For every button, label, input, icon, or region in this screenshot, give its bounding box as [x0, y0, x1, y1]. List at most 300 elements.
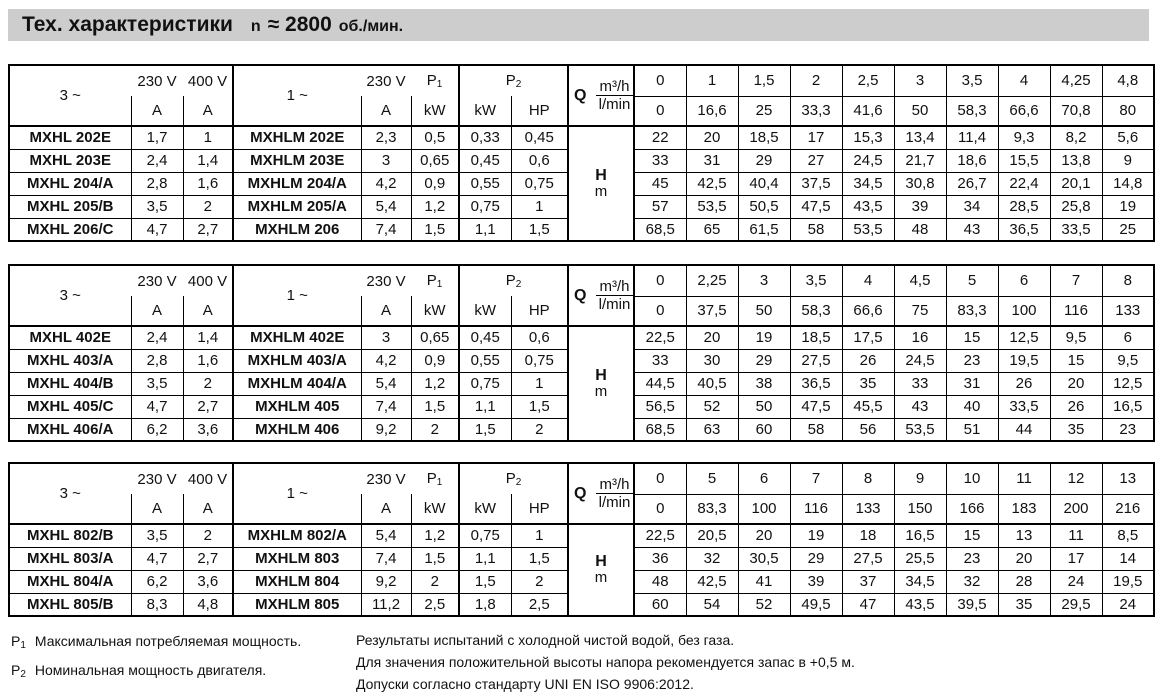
- head-value-cell: 36: [634, 547, 686, 570]
- current-400v-cell: 3,6: [183, 418, 233, 441]
- flow-symbol: Q: [574, 286, 587, 304]
- model-1ph-cell: MXHLM 803: [233, 547, 361, 570]
- flow-m3h-value: 3,5: [946, 65, 998, 96]
- current-230v-cell: 3,5: [131, 195, 183, 218]
- table-row: [9, 326, 1154, 349]
- head-value-cell: 33: [634, 149, 686, 172]
- current-230v-1ph-cell: 9,2: [361, 570, 411, 593]
- p1-kw-cell: 2: [411, 418, 459, 441]
- model-3ph-cell: MXHL 406/A: [9, 418, 131, 441]
- current-230v-cell: 2,4: [131, 326, 183, 349]
- current-400v-cell: 1,4: [183, 149, 233, 172]
- head-value-cell: 42,5: [686, 172, 738, 195]
- head-value-cell: 31: [686, 149, 738, 172]
- head-value-cell: 20: [686, 126, 738, 149]
- head-value-cell: 52: [738, 593, 790, 616]
- head-value-cell: 24: [1102, 593, 1154, 616]
- model-1ph-cell: MXHLM 202E: [233, 126, 361, 149]
- current-230v-cell: 3,5: [131, 524, 183, 547]
- current-230v-cell: 2,4: [131, 149, 183, 172]
- head-value-cell: 14,8: [1102, 172, 1154, 195]
- flow-unit-lmin: l/min: [598, 494, 631, 511]
- current-400v-cell: 2,7: [183, 547, 233, 570]
- current-230v-1ph-cell: 7,4: [361, 218, 411, 241]
- head-value-cell: 29: [738, 149, 790, 172]
- flow-m3h-value: 4,8: [1102, 65, 1154, 96]
- phase3-header: 3 ~: [59, 485, 81, 502]
- flow-lmin-value: 66,6: [842, 296, 894, 326]
- head-value-cell: 18,6: [946, 149, 998, 172]
- head-value-cell: 57: [634, 195, 686, 218]
- flow-m3h-value: 4: [842, 265, 894, 296]
- flow-rate-header: [568, 265, 634, 326]
- amp-unit: A: [361, 296, 411, 326]
- spec-table-2: [8, 264, 1155, 442]
- head-value-cell: 41: [738, 570, 790, 593]
- head-value-cell: 11,4: [946, 126, 998, 149]
- p1-kw-cell: 1,5: [411, 547, 459, 570]
- head-value-cell: 29: [738, 349, 790, 372]
- flow-lmin-value: 41,6: [842, 96, 894, 126]
- head-value-cell: 25,5: [894, 547, 946, 570]
- kw-unit: kW: [411, 494, 459, 524]
- head-value-cell: 27,5: [790, 349, 842, 372]
- head-value-cell: 43: [946, 218, 998, 241]
- p2-kw-cell: 0,45: [459, 149, 511, 172]
- head-symbol: H: [595, 553, 607, 570]
- head-value-cell: 27: [790, 149, 842, 172]
- head-value-cell: 48: [634, 570, 686, 593]
- flow-lmin-value: 66,6: [998, 96, 1050, 126]
- head-value-cell: 17,5: [842, 326, 894, 349]
- flow-m3h-value: 4: [998, 65, 1050, 96]
- model-3ph-cell: MXHL 802/B: [9, 524, 131, 547]
- phase1-header: 1 ~: [233, 463, 361, 524]
- flow-lmin-value: 75: [894, 296, 946, 326]
- note-head-margin: Для значения положительной высоты напора рекомендуется запас в +0,5 м.: [356, 654, 855, 670]
- flow-symbol: Q: [574, 86, 587, 104]
- head-label-cell: [568, 326, 634, 441]
- flow-m3h-value: 3: [894, 65, 946, 96]
- head-value-cell: 36,5: [998, 218, 1050, 241]
- head-value-cell: 50,5: [738, 195, 790, 218]
- voltage-400-3ph-header: 400 V: [187, 272, 228, 290]
- power-notes: [8, 629, 356, 695]
- head-value-cell: 20: [1050, 372, 1102, 395]
- table-row: [9, 126, 1154, 149]
- p2-hp-cell: 0,45: [511, 126, 568, 149]
- head-value-cell: 19,5: [1102, 570, 1154, 593]
- head-value-cell: 18,5: [790, 326, 842, 349]
- head-value-cell: 58: [790, 418, 842, 441]
- head-value-cell: 39,5: [946, 593, 998, 616]
- kw-unit: kW: [459, 296, 511, 326]
- p2-kw-cell: 0,45: [459, 326, 511, 349]
- flow-lmin-value: 83,3: [946, 296, 998, 326]
- flow-lmin-value: 80: [1102, 96, 1154, 126]
- head-value-cell: 48: [894, 218, 946, 241]
- head-value-cell: 44: [998, 418, 1050, 441]
- head-value-cell: 40: [946, 395, 998, 418]
- kw-unit: kW: [459, 494, 511, 524]
- flow-lmin-value: 133: [842, 494, 894, 524]
- head-unit: m: [594, 182, 608, 200]
- current-400v-cell: 1,4: [183, 326, 233, 349]
- p1-kw-cell: 0,65: [411, 326, 459, 349]
- head-value-cell: 33: [634, 349, 686, 372]
- amp-unit: A: [361, 96, 411, 126]
- p2-kw-cell: 0,55: [459, 172, 511, 195]
- head-value-cell: 53,5: [686, 195, 738, 218]
- head-value-cell: 16: [894, 326, 946, 349]
- p1-kw-cell: 0,5: [411, 126, 459, 149]
- head-value-cell: 31: [946, 372, 998, 395]
- flow-m3h-value: 6: [738, 463, 790, 494]
- flow-m3h-value: 11: [998, 463, 1050, 494]
- p2-kw-cell: 0,75: [459, 524, 511, 547]
- head-value-cell: 28: [998, 570, 1050, 593]
- head-value-cell: 23: [946, 349, 998, 372]
- head-value-cell: 11: [1050, 524, 1102, 547]
- flow-lmin-value: 50: [894, 96, 946, 126]
- current-400v-cell: 2,7: [183, 218, 233, 241]
- flow-lmin-value: 183: [998, 494, 1050, 524]
- p1-kw-cell: 0,9: [411, 172, 459, 195]
- p2-hp-cell: 1,5: [511, 218, 568, 241]
- head-value-cell: 45: [634, 172, 686, 195]
- current-230v-cell: 6,2: [131, 418, 183, 441]
- head-value-cell: 18: [842, 524, 894, 547]
- head-value-cell: 15: [1050, 349, 1102, 372]
- current-230v-1ph-cell: 4,2: [361, 172, 411, 195]
- model-1ph-cell: MXHLM 405: [233, 395, 361, 418]
- head-value-cell: 47: [842, 593, 894, 616]
- kw-unit: kW: [411, 296, 459, 326]
- head-value-cell: 42,5: [686, 570, 738, 593]
- current-230v-1ph-cell: 3: [361, 326, 411, 349]
- note-standard: Допуски согласно стандарту UNI EN ISO 9906:2012.: [356, 676, 694, 692]
- power-symbol-sub: 1: [436, 279, 443, 290]
- title-rpm-value: ≈ 2800: [267, 13, 332, 36]
- flow-m3h-value: 0: [634, 65, 686, 96]
- note-cold-water: Результаты испытаний с холодной чистой водой, без газа.: [356, 632, 735, 648]
- model-1ph-cell: MXHLM 804: [233, 570, 361, 593]
- p2-hp-cell: 0,75: [511, 172, 568, 195]
- head-value-cell: 33: [894, 372, 946, 395]
- head-value-cell: 24: [1050, 570, 1102, 593]
- model-3ph-cell: MXHL 202E: [9, 126, 131, 149]
- current-230v-1ph-cell: 4,2: [361, 349, 411, 372]
- current-400v-cell: 3,6: [183, 570, 233, 593]
- head-value-cell: 49,5: [790, 593, 842, 616]
- amp-unit: A: [131, 296, 183, 326]
- current-400v-cell: 2: [183, 195, 233, 218]
- power-symbol-base: P: [426, 272, 437, 289]
- current-230v-cell: 1,7: [131, 126, 183, 149]
- head-value-cell: 25,8: [1050, 195, 1102, 218]
- head-value-cell: 26: [1050, 395, 1102, 418]
- flow-lmin-value: 200: [1050, 494, 1102, 524]
- p2-kw-cell: 1,8: [459, 593, 511, 616]
- head-value-cell: 37: [842, 570, 894, 593]
- flow-m3h-value: 5: [686, 463, 738, 494]
- voltage-230-3ph-header: 230 V: [137, 72, 177, 90]
- model-3ph-cell: MXHL 404/B: [9, 372, 131, 395]
- flow-lmin-value: 100: [998, 296, 1050, 326]
- current-400v-cell: 2,7: [183, 395, 233, 418]
- head-value-cell: 68,5: [634, 218, 686, 241]
- p2-kw-cell: 1,1: [459, 547, 511, 570]
- head-value-cell: 13,4: [894, 126, 946, 149]
- head-value-cell: 9,5: [1102, 349, 1154, 372]
- flow-lmin-value: 58,3: [790, 296, 842, 326]
- head-label-cell: [568, 126, 634, 241]
- head-value-cell: 47,5: [790, 195, 842, 218]
- head-value-cell: 22,4: [998, 172, 1050, 195]
- flow-m3h-value: 4,5: [894, 265, 946, 296]
- flow-m3h-value: 2: [790, 65, 842, 96]
- model-3ph-cell: MXHL 803/A: [9, 547, 131, 570]
- p1-kw-cell: 1,2: [411, 195, 459, 218]
- q-wrap: [569, 278, 633, 313]
- current-230v-1ph-cell: 11,2: [361, 593, 411, 616]
- head-value-cell: 15: [946, 524, 998, 547]
- flow-symbol: Q: [574, 484, 587, 502]
- head-value-cell: 43: [894, 395, 946, 418]
- current-400v-cell: 1,6: [183, 349, 233, 372]
- flow-lmin-value: 25: [738, 96, 790, 126]
- p1-symbol: [11, 633, 26, 649]
- flow-units: [596, 476, 633, 511]
- current-230v-cell: 4,7: [131, 547, 183, 570]
- p1-base: P: [11, 633, 21, 649]
- footnotes: [8, 629, 1175, 695]
- head-value-cell: 24,5: [894, 349, 946, 372]
- voltage-230-1ph-header: 230 V: [366, 72, 406, 90]
- current-230v-1ph-cell: 9,2: [361, 418, 411, 441]
- hp-unit: HP: [511, 296, 568, 326]
- p1-kw-cell: 0,9: [411, 349, 459, 372]
- current-400v-cell: 1,6: [183, 172, 233, 195]
- power-symbol-base: P: [505, 72, 516, 89]
- head-value-cell: 17: [790, 126, 842, 149]
- head-value-cell: 63: [686, 418, 738, 441]
- flow-lmin-value: 150: [894, 494, 946, 524]
- head-value-cell: 39: [894, 195, 946, 218]
- flow-m3h-value: 10: [946, 463, 998, 494]
- head-value-cell: 19: [738, 326, 790, 349]
- title-text: Тех. характеристики: [22, 13, 233, 36]
- p2-hp-cell: 1: [511, 195, 568, 218]
- head-value-cell: 15,3: [842, 126, 894, 149]
- flow-units: [596, 278, 633, 313]
- head-value-cell: 19,5: [998, 349, 1050, 372]
- head-value-cell: 15: [946, 326, 998, 349]
- model-1ph-cell: MXHLM 204/A: [233, 172, 361, 195]
- model-3ph-cell: MXHL 804/A: [9, 570, 131, 593]
- flow-lmin-value: 33,3: [790, 96, 842, 126]
- head-value-cell: 44,5: [634, 372, 686, 395]
- head-value-cell: 47,5: [790, 395, 842, 418]
- head-value-cell: 20: [686, 326, 738, 349]
- spec-tables: [8, 64, 1175, 617]
- power-symbol-base: P: [426, 72, 437, 89]
- flow-lmin-value: 0: [634, 96, 686, 126]
- head-value-cell: 34: [946, 195, 998, 218]
- model-1ph-cell: MXHLM 805: [233, 593, 361, 616]
- flow-lmin-value: 100: [738, 494, 790, 524]
- head-value-cell: 20: [998, 547, 1050, 570]
- head-value-cell: 60: [738, 418, 790, 441]
- head-value-cell: 33,5: [998, 395, 1050, 418]
- head-value-cell: 54: [686, 593, 738, 616]
- p2-kw-cell: 0,33: [459, 126, 511, 149]
- power-symbol-sub: 1: [436, 477, 443, 488]
- p1-kw-cell: 1,2: [411, 372, 459, 395]
- model-1ph-cell: MXHLM 406: [233, 418, 361, 441]
- head-value-cell: 32: [686, 547, 738, 570]
- head-unit: m: [594, 569, 608, 586]
- head-value-cell: 34,5: [842, 172, 894, 195]
- head-value-cell: 26: [842, 349, 894, 372]
- voltage-230-1ph-header: 230 V: [366, 470, 406, 488]
- model-1ph-cell: MXHLM 206: [233, 218, 361, 241]
- head-value-cell: 20,1: [1050, 172, 1102, 195]
- amp-unit: A: [183, 296, 233, 326]
- p1-header: [411, 463, 459, 494]
- header-row-labels: [9, 65, 1154, 96]
- head-value-cell: 16,5: [894, 524, 946, 547]
- power-symbol-base: P: [505, 470, 516, 487]
- p1-kw-cell: 2: [411, 570, 459, 593]
- head-symbol: H: [595, 366, 607, 384]
- p2-kw-cell: 1,1: [459, 218, 511, 241]
- flow-unit-m3h: m³/h: [596, 78, 633, 96]
- head-value-cell: 53,5: [842, 218, 894, 241]
- p2-hp-cell: 1,5: [511, 395, 568, 418]
- phase1-header: 1 ~: [233, 265, 361, 326]
- power-symbol-base: P: [505, 272, 516, 289]
- head-value-cell: 50: [738, 395, 790, 418]
- head-value-cell: 21,7: [894, 149, 946, 172]
- flow-m3h-value: 8: [1102, 265, 1154, 296]
- p2-note: [11, 658, 356, 687]
- head-value-cell: 68,5: [634, 418, 686, 441]
- p1-kw-cell: 1,5: [411, 218, 459, 241]
- p2-hp-cell: 1,5: [511, 547, 568, 570]
- head-value-cell: 23: [946, 547, 998, 570]
- head-value-cell: 33,5: [1050, 218, 1102, 241]
- flow-m3h-value: 3: [738, 265, 790, 296]
- model-3ph-cell: MXHL 403/A: [9, 349, 131, 372]
- p1-note-text: Максимальная потребляемая мощность.: [34, 633, 302, 649]
- flow-rate-header: [568, 65, 634, 126]
- head-unit: m: [594, 382, 608, 400]
- head-value-cell: 56: [842, 418, 894, 441]
- head-value-cell: 30: [686, 349, 738, 372]
- head-value-cell: 29: [790, 547, 842, 570]
- head-value-cell: 35: [1050, 418, 1102, 441]
- head-value-cell: 45,5: [842, 395, 894, 418]
- p2-header: [459, 463, 568, 494]
- flow-lmin-value: 0: [634, 494, 686, 524]
- phase3-header: 3 ~: [59, 287, 81, 304]
- head-value-cell: 20: [738, 524, 790, 547]
- p1-header: [411, 65, 459, 96]
- head-value-cell: 35: [842, 372, 894, 395]
- current-400v-cell: 4,8: [183, 593, 233, 616]
- amp-unit: A: [183, 494, 233, 524]
- model-1ph-cell: MXHLM 403/A: [233, 349, 361, 372]
- test-notes: [356, 629, 1175, 695]
- head-value-cell: 37,5: [790, 172, 842, 195]
- amp-unit: A: [183, 96, 233, 126]
- flow-lmin-value: 116: [1050, 296, 1102, 326]
- current-230v-cell: 4,7: [131, 218, 183, 241]
- model-3ph-cell: MXHL 204/A: [9, 172, 131, 195]
- head-value-cell: 40,4: [738, 172, 790, 195]
- flow-lmin-value: 58,3: [946, 96, 998, 126]
- p2-sub: 2: [20, 669, 26, 680]
- spec-table-3: [8, 462, 1155, 617]
- head-value-cell: 26: [998, 372, 1050, 395]
- model-1ph-cell: MXHLM 404/A: [233, 372, 361, 395]
- flow-unit-lmin: l/min: [598, 296, 631, 313]
- p2-hp-cell: 2: [511, 418, 568, 441]
- head-value-cell: 13: [998, 524, 1050, 547]
- p2-header: [459, 65, 568, 96]
- kw-unit: kW: [411, 96, 459, 126]
- amp-unit: A: [361, 494, 411, 524]
- flow-m3h-value: 6: [998, 265, 1050, 296]
- title-n-symbol: n: [250, 18, 261, 35]
- flow-m3h-value: 13: [1102, 463, 1154, 494]
- flow-m3h-value: 7: [790, 463, 842, 494]
- flow-rate-header: [568, 463, 634, 524]
- hp-unit: HP: [511, 96, 568, 126]
- head-value-cell: 43,5: [842, 195, 894, 218]
- flow-lmin-value: 133: [1102, 296, 1154, 326]
- flow-lmin-value: 166: [946, 494, 998, 524]
- title-rpm-unit: об./мин.: [338, 18, 404, 35]
- flow-lmin-value: 70,8: [1050, 96, 1102, 126]
- current-400v-cell: 1: [183, 126, 233, 149]
- head-value-cell: 18,5: [738, 126, 790, 149]
- head-value-cell: 32: [946, 570, 998, 593]
- flow-m3h-value: 2,25: [686, 265, 738, 296]
- current-230v-cell: 4,7: [131, 395, 183, 418]
- flow-units: [596, 78, 633, 113]
- head-value-cell: 6: [1102, 326, 1154, 349]
- head-value-cell: 9,3: [998, 126, 1050, 149]
- power-symbol-sub: 2: [515, 79, 522, 90]
- head-value-cell: 12,5: [998, 326, 1050, 349]
- amp-unit: A: [131, 494, 183, 524]
- voltage-230-3ph-header: 230 V: [137, 470, 177, 488]
- head-value-cell: 22,5: [634, 326, 686, 349]
- head-value-cell: 16,5: [1102, 395, 1154, 418]
- head-value-cell: 26,7: [946, 172, 998, 195]
- head-value-cell: 53,5: [894, 418, 946, 441]
- head-value-cell: 25: [1102, 218, 1154, 241]
- p1-sub: 1: [20, 640, 26, 651]
- current-230v-1ph-cell: 7,4: [361, 395, 411, 418]
- head-value-cell: 24,5: [842, 149, 894, 172]
- flow-lmin-value: 0: [634, 296, 686, 326]
- model-3ph-cell: MXHL 402E: [9, 326, 131, 349]
- p2-header: [459, 265, 568, 296]
- current-230v-1ph-cell: 7,4: [361, 547, 411, 570]
